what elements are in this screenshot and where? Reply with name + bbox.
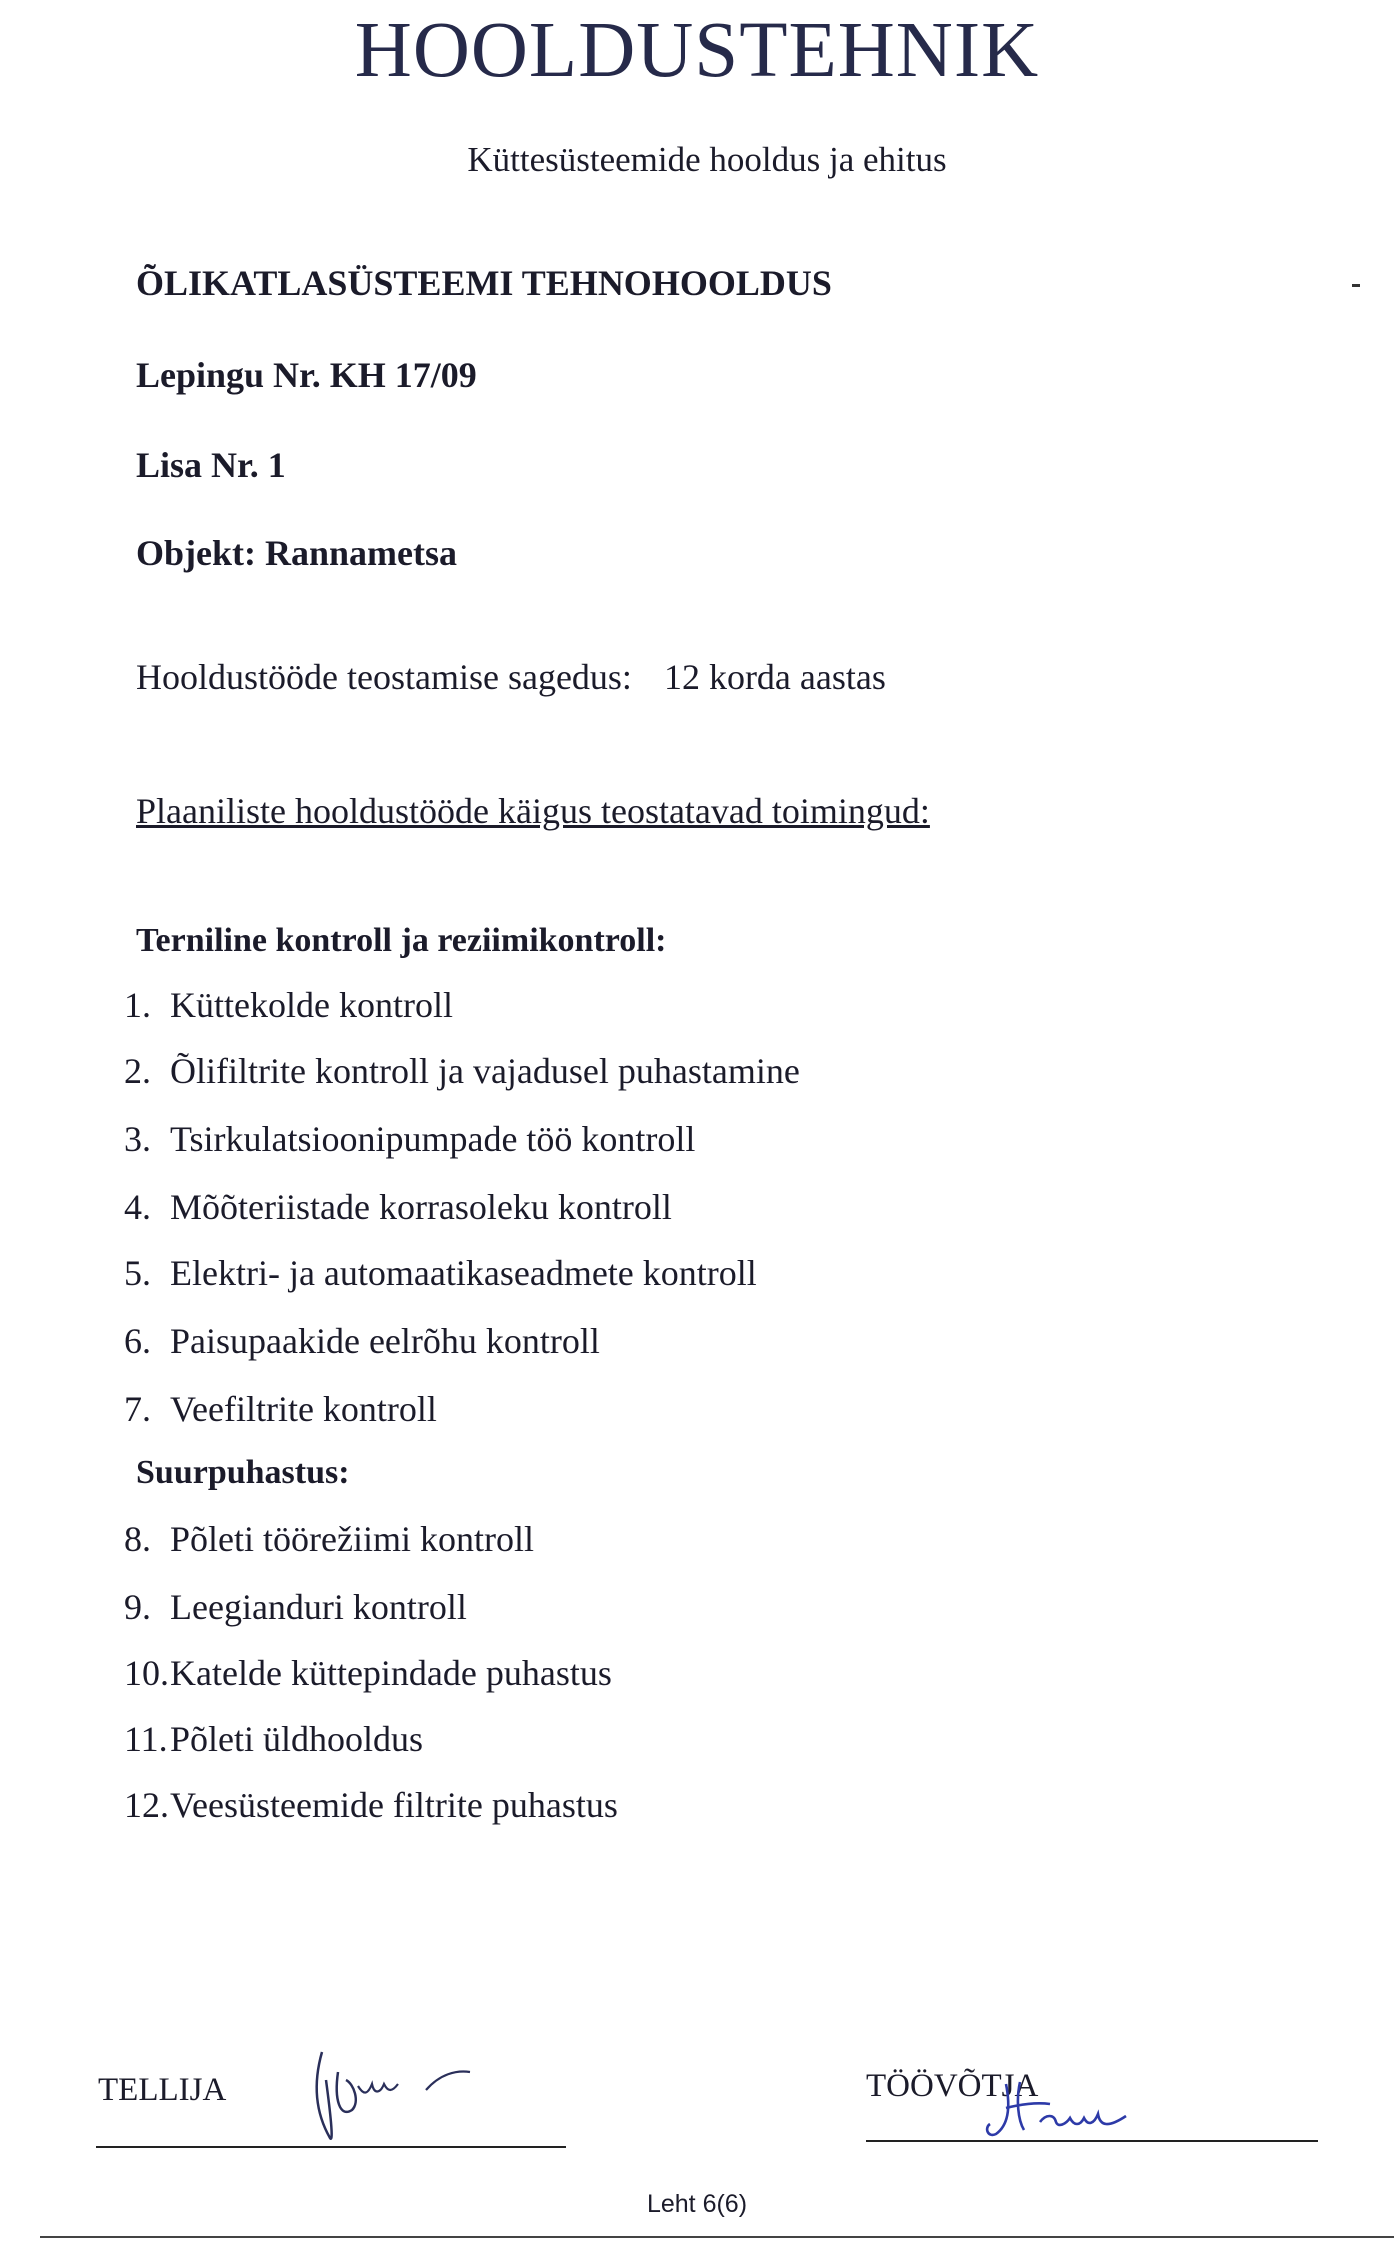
item-text: Leegianduri kontroll [170, 1587, 467, 1627]
item-number: 3. [124, 1119, 151, 1159]
item-number: 2. [124, 1051, 151, 1091]
page-number: Leht 6(6) [646, 2190, 748, 2218]
list-item [124, 1784, 618, 1826]
object-name: Objekt: Rannametsa [136, 533, 457, 573]
company-name: HOOLDUSTEHNIK [354, 7, 1040, 94]
section-title: Terniline kontroll ja reziimikontroll: [136, 922, 667, 959]
item-number: 1. [124, 985, 151, 1025]
client-signature [300, 2040, 480, 2150]
list-item [124, 1118, 695, 1160]
list-item [124, 1586, 467, 1628]
scan-mark [1352, 284, 1360, 287]
frequency-label: Hooldustööde teostamise sagedus: [136, 657, 632, 697]
list-item [124, 1388, 437, 1430]
list-item [124, 1718, 423, 1760]
item-number: 7. [124, 1389, 151, 1429]
list-item [124, 1320, 600, 1362]
item-text: Põleti üldhooldus [170, 1719, 424, 1759]
item-text: Veesüsteemide filtrite puhastus [170, 1785, 618, 1825]
planned-works-heading: Plaaniliste hooldustööde käigus teostatavad toimingud: [136, 791, 930, 831]
list-item [124, 1652, 612, 1694]
item-text: Veefiltrite kontroll [170, 1389, 437, 1429]
contractor-label: TÖÖVÕTJA [866, 2068, 1039, 2104]
item-text: Katelde küttepindade puhastus [170, 1653, 612, 1693]
contract-number: Lepingu Nr. KH 17/09 [136, 355, 477, 395]
item-number: 10. [124, 1653, 169, 1693]
item-number: 6. [124, 1321, 151, 1361]
item-number: 12. [124, 1785, 169, 1825]
section-title: Suurpuhastus: [136, 1454, 350, 1491]
item-text: Küttekolde kontroll [170, 985, 453, 1025]
item-text: Tsirkulatsioonipumpade töö kontroll [170, 1119, 696, 1159]
contractor-signature [976, 2064, 1136, 2144]
list-item [124, 1252, 757, 1294]
list-item [124, 1518, 534, 1560]
item-text: Elektri- ja automaatikaseadmete kontroll [170, 1253, 757, 1293]
item-text: Õlifiltrite kontroll ja vajadusel puhastamine [170, 1051, 800, 1091]
item-number: 4. [124, 1187, 151, 1227]
frequency-value: 12 korda aastas [663, 657, 886, 697]
list-item [124, 984, 453, 1026]
item-text: Paisupaakide eelrõhu kontroll [170, 1321, 600, 1361]
item-number: 8. [124, 1519, 151, 1559]
company-tagline: Küttesüsteemide hooldus ja ehitus [467, 140, 947, 179]
annex-number: Lisa Nr. 1 [136, 445, 286, 485]
client-label: TELLIJA [98, 2072, 227, 2108]
item-number: 9. [124, 1587, 151, 1627]
list-item [124, 1186, 672, 1228]
list-item [124, 1050, 800, 1092]
item-number: 5. [124, 1253, 151, 1293]
document-title: ÕLIKATLASÜSTEEMI TEHNOHOOLDUS [136, 263, 832, 303]
maintenance-frequency [136, 656, 886, 698]
item-text: Mõõteriistade korrasoleku kontroll [170, 1187, 672, 1227]
item-text: Põleti töörežiimi kontroll [170, 1519, 534, 1559]
bottom-rule [40, 2236, 1394, 2238]
item-number: 11. [124, 1719, 168, 1759]
